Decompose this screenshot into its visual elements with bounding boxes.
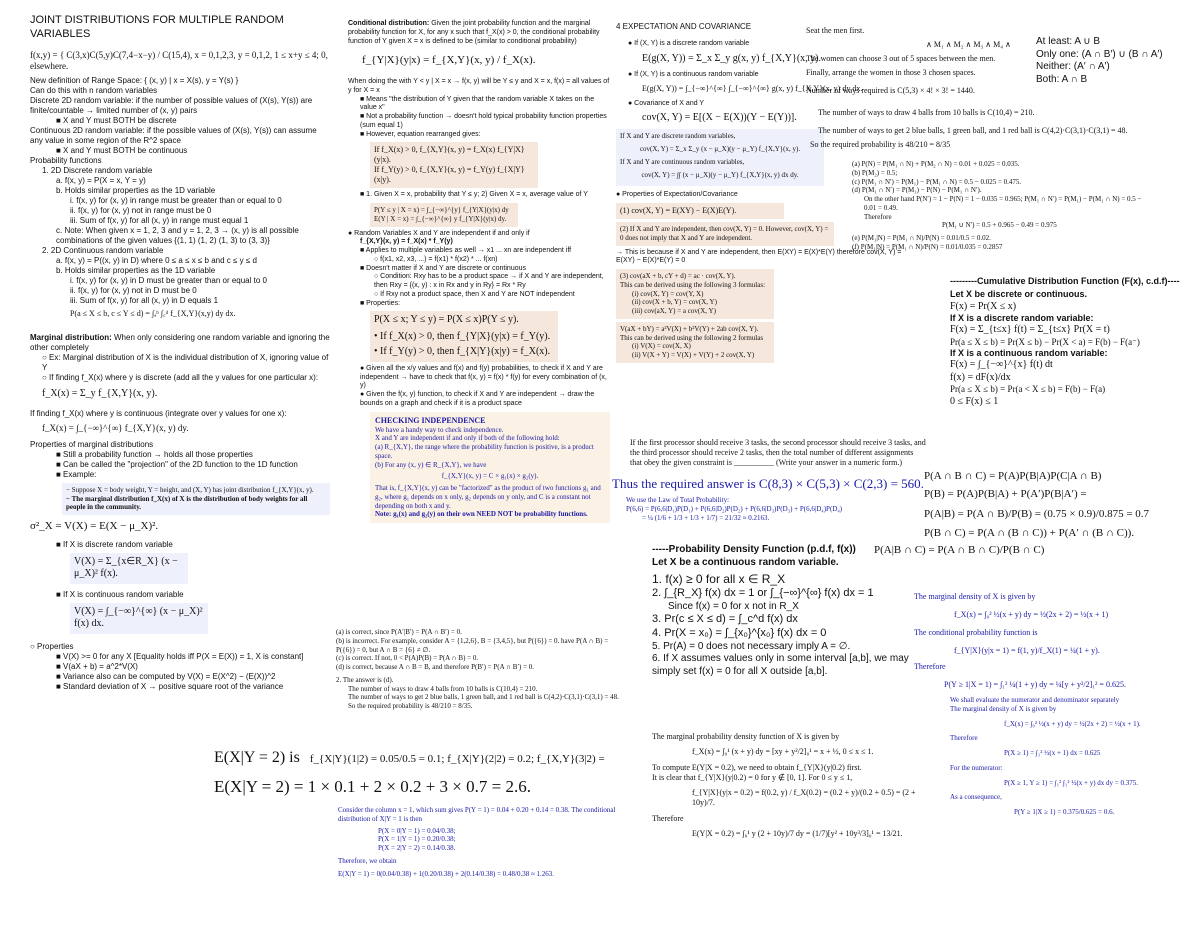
line: 2. 2D Continuous random variable xyxy=(42,246,164,255)
given-box xyxy=(370,203,518,227)
cdf-line: f(x) = dF(x)/dx xyxy=(950,371,1011,383)
example-box xyxy=(62,483,330,515)
formula: • If f_X(x) > 0, then f_{Y|X}(y|x) = f_Y(y). xyxy=(374,330,551,342)
covariance-box xyxy=(616,129,824,186)
conditional-label: Conditional distribution: xyxy=(348,20,430,27)
line: This can be derived using the following 3 formulas: xyxy=(620,280,766,289)
line: ● Random Variables X and Y are independent if and only if xyxy=(348,229,530,237)
var-cont-box xyxy=(70,603,208,634)
required-answer: Thus the required answer is C(8,3) × C(5,3) × C(2,3) = 560. xyxy=(612,476,924,491)
line: ■ Not a probability function → doesn't hold typical probability function properties (sum equal 1) xyxy=(360,113,607,129)
exy-label xyxy=(214,748,634,768)
line: V(aX + bY) = a²V(X) + b²V(Y) + 2ab cov(X, Y). xyxy=(620,324,759,333)
line: ii. f(x, y) for (x, y) not in D must be 0 xyxy=(70,286,197,295)
formula: V(X) = ∫_{−∞}^{∞} (x − μ_X)² f(x) dx. xyxy=(74,605,203,630)
line: ○ Ex: Marginal distribution of X is the individual distribution of X, ignoring value of Y xyxy=(42,353,329,372)
line: → This is because if X and Y are independent, then E(XY) = E(X)*E(Y) therefore cov(X, Y) = E(XY) − E(X)*E(Y) = 0 xyxy=(616,248,902,265)
line: As a consequence, xyxy=(950,793,1002,802)
line: Seat the men first. xyxy=(806,26,865,35)
line: ■ Applies to multiple variables as well → x1 ... xn are independent iff xyxy=(360,247,572,254)
line: When doing the with Y < y | X = x → f(x, y) will be Y ≤ y and X = x, f(x) = all values of y for X = x xyxy=(348,78,610,94)
cdf-line: F(x) = Pr(X ≤ x) xyxy=(950,300,1017,312)
formula-fxy: f(x,y) = { C(3,x)C(5,y)C(7,4−x−y) / C(15,4), x = 0,1,2,3, y = 0,1,2, 1 ≤ x+y ≤ 4; 0, elsewhere. xyxy=(30,49,328,71)
page-title: JOINT DISTRIBUTIONS FOR MULTIPLE RANDOM VARIABLES xyxy=(30,14,284,40)
line: (c) P(M₁ ∩ N′) = P(M₁) − P(M₁ ∩ N) = 0.5 − 0.025 = 0.475. xyxy=(852,177,1022,186)
formula: f_{X,Y}(x, y) = C × g₁(x) × g₂(y). xyxy=(441,472,539,481)
formula: P(Y ≤ y | X = x) = ∫_{−∞}^{y} f_{Y|X}(y|x) dy xyxy=(374,206,509,214)
column-2 xyxy=(348,20,610,640)
line: ● Given the f(x, y) function, to check if X and Y are independent → draw the bounds on a graph and check if it is a product space xyxy=(360,391,595,407)
variance-box xyxy=(616,322,774,363)
cdf-line: F(x) = Σ_{t≤x} f(t) = Σ_{t≤x} Pr(X = t) xyxy=(950,324,1110,336)
line: b. Holds similar properties as the 1D variable xyxy=(56,266,216,275)
line: a. f(x, y) = P((x, y) in D) where 0 ≤ a ≤ x ≤ b and c ≤ y ≤ d xyxy=(56,256,257,265)
formula: E(g(X, Y)) = ∫_{−∞}^{∞} ∫_{−∞}^{∞} g(x, y) f_{X,Y}(x, y) dy dx. xyxy=(642,84,863,93)
pattern: ∧ M₁ ∧ M₂ ∧ M₃ ∧ M₄ ∧ xyxy=(926,40,1011,49)
line: iii. Sum of f(x, y) for all (x, y) in D equals 1 xyxy=(70,296,219,305)
pdf-item: 1. f(x) ≥ 0 for all x ∈ R_X xyxy=(652,572,786,586)
line: The number of ways to get 2 blue balls, 1 green ball, and 1 red ball is C(4,2)·C(3,1)·C(3,1) = 48. xyxy=(348,693,619,702)
line: The number of ways to draw 4 balls from 10 balls is C(10,4) = 210. xyxy=(818,108,1035,117)
line: ■ V(X) >= 0 for any X [Equality holds iff P(X = E(X)) = 1, X is constant] xyxy=(56,651,304,661)
pdf-item: 5. Pr(A) = 0 does not necessary imply A = ∅. xyxy=(652,640,851,652)
cdf-block xyxy=(950,276,1196,472)
formula: cov(X, Y) = ∫∫ (x − μ_X)(y − μ_Y) f_{X,Y}(x, y) dx dy. xyxy=(641,170,799,179)
line: If X and Y are continuous random variables, xyxy=(620,157,745,166)
formula: cov(X, Y) = Σ_x Σ_y (x − μ_X)(y − μ_Y) f_{X,Y}(x, y). xyxy=(639,145,801,153)
line: P(X = 0|Y = 1) = 0.04/0.38; xyxy=(378,826,456,835)
formula: (2) If X and Y are independent, then cov(X, Y) = 0. However, cov(X, Y) = 0 does not imply that X and Y are independent. xyxy=(620,225,829,242)
pdf-item: 4. Pr(X = x₀) = ∫_{x₀}^{x₀} f(x) dx = 0 xyxy=(652,627,827,639)
line: (3) cov(aX + b, cY + d) = ac · cov(X, Y). xyxy=(620,272,736,280)
formula: V(X) = Σ_{x∈R_X} (x − μ_X)² f(x). xyxy=(74,555,178,580)
column-2-bottom xyxy=(338,806,628,924)
line: ■ If X is discrete random variable xyxy=(56,539,173,549)
bayes-block xyxy=(874,470,1198,594)
rearranged-box xyxy=(370,142,538,188)
line: ■ Standard deviation of X → positive square root of the variance xyxy=(56,681,284,691)
processor-text xyxy=(630,438,926,478)
conditional-heading xyxy=(348,20,610,46)
line: ● If (X, Y) is a continuous random variable xyxy=(628,71,759,79)
formula: E(Y|X = 0.2) = ∫₀¹ y (2 + 10y)/7 dy = (1/7)[y² + 10y³/3]₀¹ = 13/21. xyxy=(692,829,903,838)
blue-solution xyxy=(914,592,1198,922)
line: b. Holds similar properties as the 1D variable xyxy=(56,186,216,195)
line: On the other hand P(N′) = 1 − P(N) = 1 − 0.035 = 0.965; P(M₁ ∩ N′) = P(M₁) − P(M₁ ∩ N) = 0.5 − 0.01 = 0.49. xyxy=(864,195,1142,212)
line: i. f(x, y) for (x, y) in range must be greater than or equal to 0 xyxy=(70,196,282,205)
line: So the required probability is 48/210 = 8/35 xyxy=(810,140,951,149)
pdf-subheading: Let X be a continuous random variable. xyxy=(652,556,839,568)
marginal-heading xyxy=(30,333,330,353)
line: ■ Still a probability function → holds all those properties xyxy=(56,449,253,459)
cdf-line: F(x) = ∫_{−∞}^{x} f(t) dt xyxy=(950,359,1053,371)
exy-block xyxy=(214,748,634,808)
line: ■ Doesn't matter if X and Y are discrete or continuous xyxy=(360,264,527,272)
formula: f_X(x) = ∫_{−∞}^{∞} f_{X,Y}(x, y) dy. xyxy=(42,422,189,433)
line: If X and Y are discrete random variables, xyxy=(620,132,736,141)
line: c. Note: When given x = 1, 2, 3 and y = 1, 2, 3 → (x, y) is all possible combinations of the given values {(1, 1) (1, 2) (1, 3) to (3, 3)} xyxy=(56,226,299,245)
fxy-line: f_{X|Y}(1|2) = 0.05/0.5 = 0.1; f_{X|Y}(2|2) = 0.2; f_{X,Y}(3|2) = xyxy=(309,753,605,765)
cdf-line: Pr(a ≤ X ≤ b) = Pr(X ≤ b) − Pr(X < a) = F(b) − F(a⁻) xyxy=(950,336,1140,347)
line: Therefore xyxy=(652,814,684,823)
line: (a) P(N) = P(M₁ ∩ N) + P(M₂ ∩ N) = 0.01 + 0.025 = 0.035. xyxy=(852,160,1020,168)
line: ■ X and Y must BOTH be discrete xyxy=(56,116,177,125)
line: Continuous 2D random variable: if the possible values of (X(s), Y(s)) can assume any value in some region of the R^2 space xyxy=(30,126,317,145)
line: For the numerator: xyxy=(950,763,1003,772)
bayes-line: P(A|B ∩ C) = P(A ∩ B ∩ C)/P(B ∩ C) xyxy=(874,544,1045,556)
line: ● Covariance of X and Y xyxy=(628,100,705,107)
formula: • If f_Y(y) > 0, then f_{X|Y}(x|y) = f_X(x). xyxy=(374,346,551,358)
bayes-line: P(B) = P(A)P(B|A) + P(A′)P(B|A′) = xyxy=(924,487,1087,500)
line: (ii) cov(X + b, Y) = cov(X, Y) xyxy=(632,298,717,307)
line: ■ However, equation rearranged gives: xyxy=(360,130,481,138)
line: E(X|Y = 1) = 0(0.04/0.38) + 1(0.20/0.38) + 2(0.14/0.38) = 0.48/0.38 ≈ 1.263. xyxy=(338,869,555,878)
line: (i) cov(X, Y) = cov(Y, X) xyxy=(632,289,704,298)
box-title: CHECKING INDEPENDENCE xyxy=(375,415,486,425)
set-notation xyxy=(1036,36,1198,106)
line: ■ Can be called the "projection" of the 2D function to the 1D function xyxy=(56,459,298,469)
line: ● If (X, Y) is a discrete random variable xyxy=(628,40,750,47)
line: ● Given all the x/y values and f(x) and f(y) probabilities, to check if X and Y are independent → have to check that f(x, y) = f(x) * f(y) for every combination of (x, y) xyxy=(360,364,607,390)
line: This can be derived using the following 2 formulas xyxy=(620,333,764,342)
line: (a) R_{X,Y}, the range where the probability function is positive, is a product space. xyxy=(375,443,594,460)
line: We use the Law of Total Probability: xyxy=(626,496,730,505)
line: The marginal probability density function of X is given by xyxy=(652,732,840,741)
pdf-block xyxy=(652,544,916,724)
formula: E(Y | X = x) = ∫_{−∞}^{∞} y f_{Y|X}(y|x) dy. xyxy=(374,214,507,223)
prop2-box xyxy=(616,222,834,246)
line: The number of ways to get 2 blue balls, 1 green ball, and 1 red ball is C(4,2)·C(3,1)·C(3,1) = 48. xyxy=(818,126,1128,135)
formula: f_X(x) = ∫₀² ½(x + y) dy = ½(2x + 2) = ½(x + 1) xyxy=(954,610,1109,619)
formula: cov(X, Y) = E[(X − E(X))(Y − E(Y))]. xyxy=(642,111,797,123)
formula: f_{Y|X}(y|x = 0.2) = f(0.2, y) / f_X(0.2) = (0.2 + y)/(0.2 + 0.5) = (2 + 10y)/7. xyxy=(692,788,916,807)
bayes-line: P(A|B) = P(A ∩ B)/P(B) = (0.75 × 0.9)/0.875 = 0.7 xyxy=(924,507,1150,520)
formula: f_X(x) = ∫₀¹ (x + y) dy = [xy + y²/2]₀¹ = x + ½, 0 ≤ x ≤ 1. xyxy=(692,747,874,756)
pdf-item: 6. If X assumes values only in some interval [a,b], we may simply set f(x) = 0 for all X outside [a,b]. xyxy=(652,653,909,677)
line: (ii) V(X + Y) = V(X) + V(Y) + 2 cov(X, Y) xyxy=(632,351,755,359)
line: i. f(x, y) for (x, y) in D must be greater than or equal to 0 xyxy=(70,276,267,285)
variance-def: σ²_X = V(X) = E(X − μ_X)². xyxy=(30,520,159,532)
line: (e) P(M₁|N) = P(M₁ ∩ N)/P(N) = 0.01/0.5 = 0.02. xyxy=(852,234,991,242)
line: Consider the column x = 1, which sum gives P(Y = 1) = 0.04 + 0.20 + 0.14 = 0.38. The conditional distribution of X|Y = 1 is then xyxy=(338,806,616,823)
line: If finding f_X(x) where y is continuous (integrate over y values for one x): xyxy=(30,408,287,418)
line: ■ Means "the distribution of Y given that the random variable X takes on the value x" xyxy=(360,95,595,112)
line: We have a handy way to check independence. xyxy=(375,425,504,434)
formula: P(Y ≥ 1|X = 1) = ∫₁² ¼(1 + y) dy = ¼[y + y²/2]₁² = 0.625. xyxy=(944,680,1126,689)
line: ○ If Rxy not a product space, then X and Y are NOT independent xyxy=(374,290,575,298)
formula: f_X(x) = Σ_y f_{X,Y}(x, y). xyxy=(42,388,158,399)
pdf-item: Since f(x) = 0 for x not in R_X xyxy=(668,600,799,612)
line: 1. 2D Discrete random variable xyxy=(42,166,153,175)
exy-text: E(X|Y = 2) is xyxy=(214,749,300,766)
definitions-list xyxy=(30,76,330,319)
pdf-item: 2. ∫_{R_X} f(x) dx = 1 or ∫_{−∞}^{∞} f(x) dx = 1 xyxy=(652,587,874,599)
line: The marginal density of X is given by xyxy=(914,592,1036,601)
line: Discrete 2D random variable: if the number of possible values of (X(s), Y(s)) are finite/countable → limited number of (x, y) pairs xyxy=(30,96,313,115)
line: Finally, arrange the women in those 3 chosen spaces. xyxy=(806,68,976,77)
answer-block xyxy=(612,476,942,536)
line: (a) is correct, since P(A′|B′) = P(A ∩ B′) = 0. xyxy=(336,628,462,636)
line: (iii) cov(aX, Y) = a cov(X, Y) xyxy=(632,307,716,315)
formula: P(X ≥ 1, Y ≥ 1) = ∫₁² ∫₁² ½(x + y) dx dy = 0.375. xyxy=(1004,778,1138,787)
prop1-box xyxy=(616,203,784,219)
column-4-balls xyxy=(810,108,1194,158)
formula: P(X ≤ x; Y ≤ y) = P(X ≤ x)P(Y ≤ y). xyxy=(374,314,519,326)
line: (f) P(M₁|N) = P(M₁ ∩ N)/P(N) = 0.01/0.035 = 0.2857 xyxy=(852,242,1003,251)
line: (b) P(M₂) = 0.5; xyxy=(852,168,898,177)
set-item: At least: A ∪ B xyxy=(1036,36,1101,47)
properties-heading: ○ Properties xyxy=(30,641,74,651)
formula: P(Y ≥ 1|X ≥ 1) = 0.375/0.625 = 0.6. xyxy=(1014,808,1115,816)
line: To compute E(Y|X = 0.2), we need to obtain f_{Y|X}(y|0.2) first. xyxy=(652,763,862,772)
line: ○ If finding f_X(x) where y is discrete (add all the y values for one particular x): xyxy=(42,373,319,382)
set-item: Both: A ∩ B xyxy=(1036,73,1088,85)
line: Can do this with n random variables xyxy=(30,86,158,95)
line: = ¼ (1/6 + 1/3 + 1/3 + 1/7) = 21/32 ≈ 0.2163. xyxy=(642,513,770,522)
line: Note: g₁(x) and g₂(y) on their own NEED NOT be probability functions. xyxy=(375,510,588,519)
line: ● Properties of Expectation/Covariance xyxy=(616,191,738,199)
line: So the required probability is 48/210 = 8/35. xyxy=(348,702,473,710)
section-title: 4 EXPECTATION AND COVARIANCE xyxy=(616,22,752,31)
line: ■ X and Y must BOTH be continuous xyxy=(56,146,188,155)
formula: f_{Y|X}(y|x = 1) = f(1, y)/f_X(1) = ¼(1 + y). xyxy=(954,646,1100,655)
line: ■ Properties: xyxy=(360,299,401,307)
line: ■ V(aX + b) = a^2*V(X) xyxy=(56,661,138,671)
formula: P(X ≥ 1) = ∫₁² ½(x + 1) dx = 0.625 xyxy=(1004,749,1101,757)
marginal-label: Marginal distribution: xyxy=(30,333,112,342)
cdf-line: 0 ≤ F(x) ≤ 1 xyxy=(950,395,999,407)
cdf-line: Let X be discrete or continuous. xyxy=(950,289,1088,300)
independence-box xyxy=(370,311,558,362)
var-disc-box xyxy=(70,553,188,584)
line: The number of ways to draw 4 balls from 10 balls is C(10,4) = 210. xyxy=(348,684,538,693)
bayes-line: P(A ∩ B ∩ C) = P(A)P(B|A)P(C|A ∩ B) xyxy=(924,470,1102,482)
line: − Suppose X = body weight, Y = height, and (X, Y) has joint distribution f_{X,Y}(x, y). xyxy=(66,485,314,494)
line: ○ f(x1, x2, x3, ...) = f(x1) * f(x2) * ... f(xn) xyxy=(374,255,498,263)
checking-independence-box xyxy=(370,412,610,524)
formula: If f_Y(y) > 0, f_{X,Y}(x, y) = f_Y(y) f_{X|Y}(x|y). xyxy=(374,165,525,185)
line: ■ 1. Given X = x, probability that Y ≤ y; 2) Given X = x, average value of Y xyxy=(360,191,588,199)
line: (b) is incorrect. For example, consider A = {1,2,6}, B = {3,4,5}, but P({6}) = 0. have P(A ∩ B) = P({6}) = 0, but A ∩ B = {6} ≠ ∅. xyxy=(336,636,609,654)
pdf-item: 3. Pr(c ≤ X ≤ d) = ∫_c^d f(x) dx xyxy=(652,613,798,626)
line: The women can choose 3 out of 5 spaces between the men. xyxy=(806,54,996,63)
line: (c) is correct. If not, 0 < P(A)P(B) = P(A ∩ B) = 0. xyxy=(336,654,479,663)
pdf-heading: -----Probability Density Function (p.d.f, f(x)) xyxy=(652,544,856,555)
line: That is, f_{X,Y}(x, y) can be "factorized" as the product of two functions g₁ and g₂, where g₁ depends on x only, g₂ depends on y only, and C is a constant not depending on both x and y. xyxy=(375,484,601,510)
line: ii. f(x, y) for (x, y) not in range must be 0 xyxy=(70,206,212,215)
line: ■ Variance also can be computed by V(X) = E(X^2) − (E(X))^2 xyxy=(56,671,276,681)
cdf-line: If X is a continuous random variable: xyxy=(950,348,1108,358)
cond-formula: f_{Y|X}(y|x) = f_{X,Y}(x, y) / f_X(x). xyxy=(362,54,536,67)
line: − The marginal distribution f_X(x) of X is the distribution of body weights for all people in the community. xyxy=(66,494,308,512)
cdf-line: Pr(a ≤ X ≤ b) = Pr(a < X ≤ b) = F(b) − F(a) xyxy=(950,384,1106,395)
line: P(X = 1|Y = 1) = 0.20/0.38; xyxy=(378,835,456,844)
line: We shall evaluate the numerator and denominator separately xyxy=(950,696,1120,704)
line: ■ If X is continuous random variable xyxy=(56,589,184,599)
marginal-example xyxy=(652,732,938,922)
cdf-heading: ---------Cumulative Distribution Function (F(x), c.d.f)---- xyxy=(950,276,1180,286)
line: a. f(x, y) = P(X = x, Y = y) xyxy=(56,176,146,185)
line: (i) V(X) = cov(X, X) xyxy=(632,342,691,351)
line: The marginal density of X is given by xyxy=(950,704,1057,713)
formula: If f_X(x) > 0, f_{X,Y}(x, y) = f_X(x) f_{Y|X}(y|x). xyxy=(374,145,525,165)
marginal-text: When only considering one random variable and ignoring the other completely xyxy=(30,333,330,352)
prop3-box xyxy=(616,269,774,319)
line: iii. Sum of f(x, y) for all (x, y) in range must equal 1 xyxy=(70,216,249,225)
line: Properties of marginal distributions xyxy=(30,439,154,449)
line: ○ Condition: Rxy has to be a product space → if X and Y are independent, then Rxy = {(x, y) : x in Rx and y in Ry} = Rx * Ry xyxy=(374,273,604,289)
line: ■ Example: xyxy=(56,469,97,479)
set-item: Neither: (A′ ∩ A′) xyxy=(1036,61,1110,72)
line: Therefore, we obtain xyxy=(338,856,397,865)
set-item: Only one: (A ∩ B′) ∪ (B ∩ A′) xyxy=(1036,48,1163,60)
line: Number of ways required is C(5,3) × 4! × 3! = 1440. xyxy=(806,86,975,95)
column-4-probs xyxy=(852,160,1142,284)
line: Therefore xyxy=(864,212,892,221)
line: (b) For any (x, y) ∈ R_{X,Y}, we have xyxy=(375,460,487,469)
formula: (1) cov(X, Y) = E(XY) − E(X)E(Y). xyxy=(620,206,737,215)
exy-result: E(X|Y = 2) = 1 × 0.1 + 2 × 0.2 + 3 × 0.7 = 2.6. xyxy=(214,777,531,796)
line: Therefore xyxy=(914,662,946,671)
line: (d) P(M₁ ∩ N′) = P(M₁) − P(N) − P(M₁ ∩ N′). xyxy=(852,186,982,195)
line: Therefore xyxy=(950,734,978,743)
cdf-line: If X is a discrete random variable: xyxy=(950,313,1094,323)
line: The conditional probability function is xyxy=(914,628,1038,637)
line: (d) is correct, because A ∩ B = B, and therefore P(B′) = P(A ∩ B′) = 0. xyxy=(336,663,535,671)
formula: E(g(X, Y)) = Σ_x Σ_y g(x, y) f_{X,Y}(x, y). xyxy=(642,52,821,64)
bayes-line: P(B ∩ C) = P(A ∩ (B ∩ C)) + P(A′ ∩ (B ∩ C)). xyxy=(924,527,1135,540)
line: 2. The answer is (d). xyxy=(336,675,394,684)
line: It is clear that f_{Y|X}(y|0.2) = 0 for y ∉ [0, 1]. For 0 ≤ y ≤ 1, xyxy=(652,773,853,782)
formula: f_X(x) = ∫₀² ½(x + y) dy = ½(2x + 2) = ½(x + 1). xyxy=(1004,719,1141,728)
line: f_{X,Y}(x, y) = f_X(x) * f_Y(y) xyxy=(360,238,453,246)
line: P(M₁ ∪ N′) = 0.5 + 0.965 − 0.49 = 0.975 xyxy=(942,221,1057,230)
line: Probability functions xyxy=(30,156,102,165)
line: X and Y are independent if and only if both of the following hold: xyxy=(375,434,560,443)
conditional-text: Given the joint probability function and the marginal probability function for X, for any x such that f_X(x) > 0, the conditional probability function of Y given X = x is defined to be (similar to conditional probability) xyxy=(348,20,600,45)
line: P(X = 2|Y = 2) = 0.14/0.38. xyxy=(378,844,456,852)
line: New definition of Range Space: { (x, y) | x = X(s), y = Y(s) } xyxy=(30,76,239,85)
formula: P(a ≤ X ≤ b, c ≤ Y ≤ d) = ∫ₐᵇ ∫꜀ᵈ f_{X,Y}(x,y) dy dx. xyxy=(70,309,236,318)
line: P(6,6) = P(6,6|D₁)P(D₁) + P(6,6|D₂)P(D₂) + P(6,6|D₃)P(D₃) + P(6,6|D₄)P(D₄) xyxy=(626,505,843,513)
line: If the first processor should receive 3 tasks, the second processor should receive 3 tasks, and the third processor should receive 2 tasks, then the total number of different assignments that obey the given constraint is __________ (Write your answer in a numeric form.) xyxy=(630,438,926,467)
